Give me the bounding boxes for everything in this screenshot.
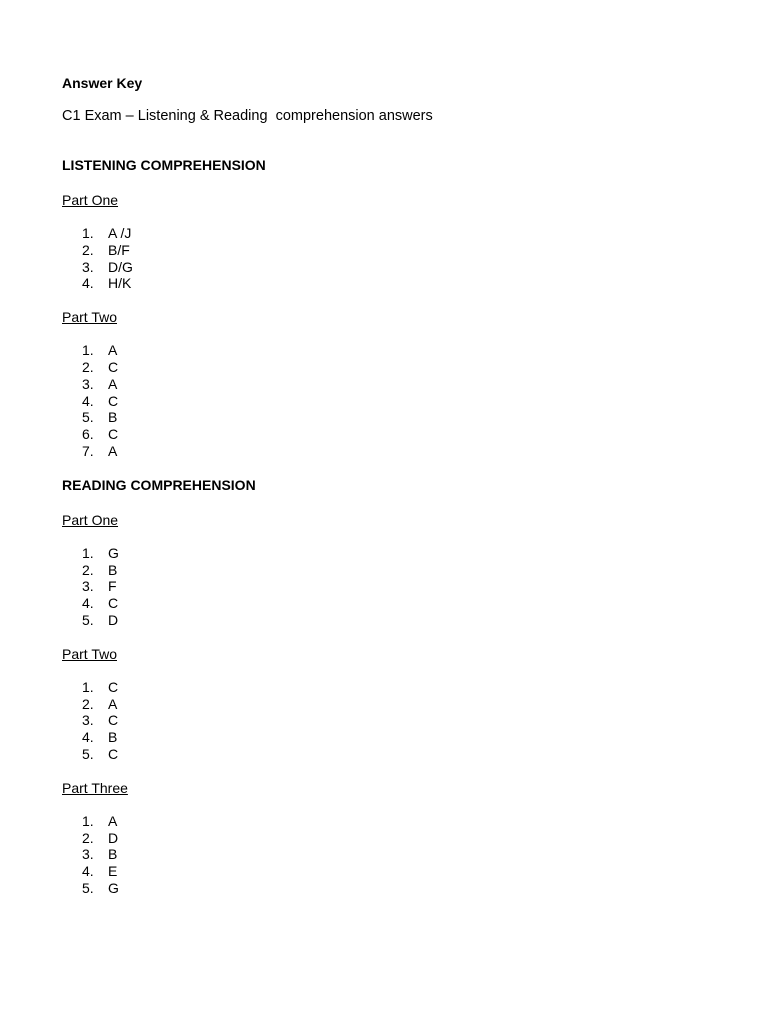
answer-number: 2. bbox=[82, 358, 94, 375]
answer-item bbox=[62, 863, 702, 880]
answer-value: C bbox=[108, 745, 119, 762]
answer-number: 4. bbox=[82, 595, 94, 612]
answer-value: A /J bbox=[108, 225, 132, 241]
section-heading: LISTENING COMPREHENSION bbox=[62, 157, 266, 173]
answer-number: 1. bbox=[82, 225, 94, 241]
answer-list bbox=[62, 225, 702, 292]
answer-value: G bbox=[108, 879, 119, 896]
answer-value: B bbox=[108, 729, 118, 746]
answer-item bbox=[62, 545, 702, 562]
answer-number: 3. bbox=[82, 258, 94, 275]
answer-number: 5. bbox=[82, 409, 94, 426]
answer-item bbox=[62, 242, 702, 259]
answer-item bbox=[62, 813, 702, 830]
answer-value: A bbox=[108, 342, 118, 359]
answer-value: A bbox=[108, 812, 118, 829]
answer-value: B bbox=[108, 409, 118, 426]
document-page bbox=[62, 74, 702, 897]
answer-number: 7. bbox=[82, 442, 94, 459]
part-heading: Part Three bbox=[62, 779, 128, 796]
answer-value: G bbox=[108, 544, 119, 561]
answer-value: B/F bbox=[108, 241, 130, 258]
answer-item bbox=[62, 696, 702, 713]
answer-number: 2. bbox=[82, 561, 94, 578]
answer-number: 1. bbox=[82, 544, 94, 561]
answer-item bbox=[62, 578, 702, 595]
answer-number: 1. bbox=[82, 678, 94, 695]
answer-number: 2. bbox=[82, 241, 94, 258]
answer-number: 5. bbox=[82, 745, 94, 762]
part-heading: Part One bbox=[62, 192, 119, 208]
answer-number: 3. bbox=[82, 712, 94, 729]
answer-list bbox=[62, 545, 702, 629]
answer-number: 3. bbox=[82, 846, 94, 863]
answer-value: B bbox=[108, 561, 118, 578]
answer-value: D bbox=[108, 611, 119, 628]
answer-item bbox=[62, 846, 702, 863]
answer-item bbox=[62, 443, 702, 460]
answer-list bbox=[62, 342, 702, 460]
answer-number: 4. bbox=[82, 729, 94, 746]
answer-value: D/G bbox=[108, 258, 133, 275]
answer-value: A bbox=[108, 375, 118, 392]
answer-number: 2. bbox=[82, 829, 94, 846]
answer-number: 6. bbox=[82, 426, 94, 443]
answer-number: 1. bbox=[82, 342, 94, 359]
answer-item bbox=[62, 712, 702, 729]
answer-item bbox=[62, 426, 702, 443]
answer-value: B bbox=[108, 846, 118, 863]
answer-value: C bbox=[108, 392, 119, 409]
answer-item bbox=[62, 259, 702, 276]
answer-value: E bbox=[108, 863, 118, 880]
answer-list bbox=[62, 679, 702, 763]
answer-item bbox=[62, 342, 702, 359]
section-heading: READING COMPREHENSION bbox=[62, 476, 256, 493]
answer-number: 3. bbox=[82, 578, 94, 595]
answer-number: 1. bbox=[82, 812, 94, 829]
answer-value: C bbox=[108, 712, 119, 729]
answer-item bbox=[62, 409, 702, 426]
document-title: Answer Key bbox=[62, 75, 143, 91]
answer-value: C bbox=[108, 678, 119, 695]
answer-value: A bbox=[108, 695, 118, 712]
answer-item bbox=[62, 595, 702, 612]
answer-sections bbox=[62, 125, 702, 897]
answer-item bbox=[62, 225, 702, 242]
answer-number: 3. bbox=[82, 375, 94, 392]
part-heading: Part Two bbox=[62, 309, 117, 326]
answer-value: H/K bbox=[108, 275, 132, 292]
answer-list bbox=[62, 813, 702, 897]
answer-item bbox=[62, 359, 702, 376]
answer-item bbox=[62, 729, 702, 746]
document-subtitle: C1 Exam – Listening & Reading comprehension answers bbox=[62, 108, 433, 124]
answer-number: 4. bbox=[82, 863, 94, 880]
part-heading: Part Two bbox=[62, 645, 117, 662]
answer-item bbox=[62, 275, 702, 292]
answer-item bbox=[62, 562, 702, 579]
answer-value: D bbox=[108, 829, 119, 846]
answer-number: 4. bbox=[82, 392, 94, 409]
answer-item bbox=[62, 612, 702, 629]
answer-number: 4. bbox=[82, 275, 94, 292]
answer-value: F bbox=[108, 578, 117, 595]
answer-number: 2. bbox=[82, 695, 94, 712]
answer-number: 5. bbox=[82, 879, 94, 896]
answer-item bbox=[62, 830, 702, 847]
answer-value: C bbox=[108, 426, 119, 443]
answer-item bbox=[62, 880, 702, 897]
answer-item bbox=[62, 746, 702, 763]
part-heading: Part One bbox=[62, 511, 119, 528]
answer-item bbox=[62, 376, 702, 393]
answer-value: A bbox=[108, 442, 118, 459]
answer-item bbox=[62, 679, 702, 696]
answer-value: C bbox=[108, 358, 119, 375]
answer-item bbox=[62, 393, 702, 410]
answer-number: 5. bbox=[82, 611, 94, 628]
answer-value: C bbox=[108, 595, 119, 612]
